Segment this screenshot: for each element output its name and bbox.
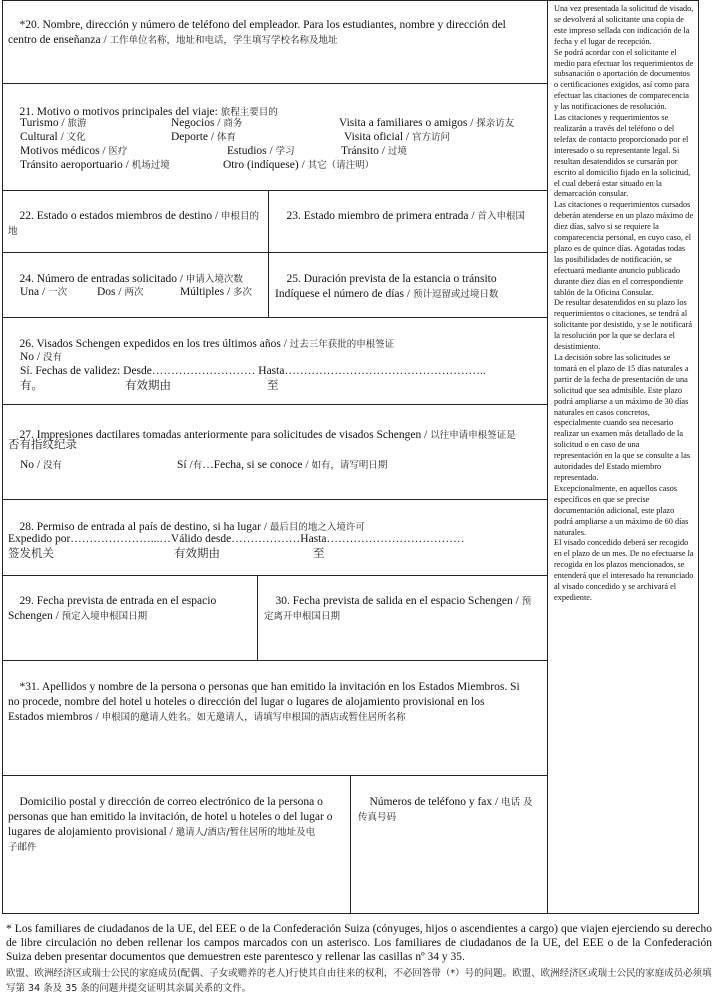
option-27-si-zh: 有 <box>192 460 203 471</box>
f28-zh-hasta: 至 <box>313 546 325 560</box>
option-turismo-zh: 旅游 <box>67 118 87 129</box>
field-27-zh-line2: 否有指纹纪录 <box>8 437 77 451</box>
option-dos[interactable] <box>97 285 144 300</box>
option-negocios-zh: 商务 <box>223 118 243 129</box>
field-26-text: 26. Visados Schengen expedidos en los tres últimos años / <box>19 338 290 350</box>
option-27-fecha-zh: 如有，请写明日期 <box>311 460 388 471</box>
option-turismo[interactable] <box>20 116 87 131</box>
option-26-si-label: Sí. Fechas de validez: Desde……………………… Hasta…………………………………………….. <box>20 365 486 377</box>
field-29-text: 29. Fecha prevista de entrada en el espacio Schengen / <box>8 595 217 622</box>
telefono-label <box>358 780 544 840</box>
field-22-text: 22. Estado o estados miembros de destino / <box>19 210 222 222</box>
option-visita-familiares[interactable] <box>339 116 514 131</box>
sep-28-29 <box>2 575 548 576</box>
field-30-zh2: 定离开申根国日期 <box>264 611 341 622</box>
option-estudios[interactable] <box>227 144 295 159</box>
option-una[interactable] <box>20 285 67 300</box>
field-30-text: 30. Fecha prevista de salida en el espacio Schengen / <box>275 595 522 607</box>
option-turismo-label: Turismo / <box>20 117 68 129</box>
vsep-22-23 <box>268 190 269 317</box>
option-motivos-medicos[interactable] <box>20 144 128 159</box>
field-29-label <box>8 579 255 639</box>
option-cultural-zh: 文化 <box>66 132 86 143</box>
sep-20-21 <box>2 83 548 84</box>
option-dos-label: Dos / <box>97 286 125 298</box>
sep-29-31 <box>2 660 548 661</box>
option-multiples[interactable] <box>180 285 252 300</box>
vsep-29-30 <box>257 575 258 660</box>
vsep-dom-tel <box>350 775 351 914</box>
option-otro-zh: 其它（请注明） <box>307 160 375 171</box>
option-26-no-zh: 没有 <box>43 352 63 363</box>
telefono-text: Números de teléfono y fax / <box>369 796 502 808</box>
domicilio-zh2: 子邮件 <box>8 842 37 853</box>
field-28-expedido: Expedido por…………………...…Válido desde………………Hasta……………………………… <box>8 533 465 545</box>
field-24-zh: 申请入境次数 <box>185 274 243 285</box>
field-20-label <box>8 3 543 63</box>
field-24-text: 24. Número de entradas solicitado / <box>19 273 186 285</box>
option-26-no-label: No / <box>20 351 43 363</box>
option-transito-zh: 过境 <box>387 146 407 157</box>
option-26-si[interactable] <box>20 364 486 378</box>
option-27-no[interactable] <box>20 458 62 473</box>
field-29-zh: 预定入境申根国日期 <box>61 611 148 622</box>
option-27-si-label: Sí / <box>177 459 193 471</box>
option-27-no-label: No / <box>20 459 43 471</box>
domicilio-text: Domicilio postal y dirección de correo electrónico de la persona o personas que han emitido la invitación, de hotel u hoteles o del lugar o lugares de alojamiento provisional / <box>8 796 333 838</box>
option-cultural[interactable] <box>20 130 86 145</box>
option-transito-aeroportuario[interactable] <box>20 158 170 173</box>
field-23-text: 23. Estado miembro de primera entrada / <box>286 210 478 222</box>
field-30-zh: 预 <box>521 596 532 607</box>
option-oficial-label: Visita oficial / <box>344 131 412 143</box>
footer-note-zh: 欧盟、欧洲经济区或瑞士公民的家庭成员(配偶、子女或赡养的老人)行使其自由往来的权利，不必回答带（*）号的问题。欧盟、欧洲经济区或瑞士公民的家庭成员必须填写第 34 条及 35 条的问题并提交证明其亲属关系的文件。 <box>6 968 712 994</box>
option-oficial-zh: 官方访问 <box>411 132 450 143</box>
option-visita-oficial[interactable] <box>344 130 450 145</box>
field-26-label <box>8 322 543 367</box>
sep-21-22 <box>2 190 548 191</box>
field-27-label <box>8 413 543 458</box>
option-negocios[interactable] <box>171 116 242 131</box>
f26-zh-hasta: 至 <box>267 378 279 392</box>
option-estudios-zh: 学习 <box>275 146 295 157</box>
field-21-text: 21. Motivo o motivos principales del viaje: <box>19 106 221 118</box>
f28-zh-expedido: 签发机关 <box>8 546 54 560</box>
field-21-zh: 旅程主要目的 <box>220 107 278 118</box>
option-transito-label: Tránsito / <box>341 145 388 157</box>
f28-zh-valido: 有效期由 <box>174 546 220 560</box>
field-22-zh: 申根目的地 <box>8 211 260 237</box>
option-multiples-zh: 多次 <box>233 287 253 298</box>
field-26-zh: 过去三年获批的申根签证 <box>289 339 395 350</box>
field-31-label <box>8 665 543 740</box>
option-aero-label: Tránsito aeroportuario / <box>20 159 132 171</box>
option-cultural-label: Cultural / <box>20 131 67 143</box>
option-una-zh: 一次 <box>48 287 68 298</box>
domicilio-zh: 邀请人/酒店/暂住居所的地址及电 <box>175 827 316 838</box>
field-25-zh: 预计逗留或过境日数 <box>412 289 499 300</box>
footer-note-es: * Los familiares de ciudadanos de la UE, del EEE o de la Confederación Suiza (cónyuges, hijos o ascendientes a cargo) que viajen ejerciendo su derecho de libre circulación no deben rellenar los campos marcados con un asterisco. Los familiares de ciudadanos de la UE, del EEE o de la Confederación Suiza deben presentar documentos que demuestren este parentesco y rellenar las casillas nº 34 y 35. <box>6 923 715 963</box>
sep-31-dom <box>2 775 548 776</box>
field-25-text2: Indíquese el número de días / <box>275 288 413 300</box>
field-27-text: 27. Impresiones dactilares tomadas anteriormente para solicitudes de visados Schengen / <box>19 429 431 441</box>
option-visita-zh: 探亲访友 <box>476 118 515 129</box>
field-23-label <box>275 194 545 239</box>
option-multiples-label: Múltiples / <box>180 286 234 298</box>
option-deporte-label: Deporte / <box>171 131 217 143</box>
field-22-label <box>8 194 266 254</box>
option-una-label: Una / <box>20 286 49 298</box>
option-aero-zh: 机场过境 <box>131 160 170 171</box>
field-28-zh: 最后目的地之入境许可 <box>269 522 365 533</box>
telefono-zh2: 传真号码 <box>358 812 397 823</box>
option-27-fecha-label: …Fecha, si se conoce / <box>202 459 312 471</box>
f26-zh-desde: 有效期由 <box>125 378 171 392</box>
field-31-zh: 申根国的邀请人姓名。如无邀请人，请填写申根国的酒店或暂住居所名称 <box>101 712 406 723</box>
option-deporte-zh: 体育 <box>216 132 236 143</box>
option-27-si[interactable] <box>177 458 387 473</box>
option-deporte[interactable] <box>171 130 236 145</box>
field-20-zh: 工作单位名称，地址和电话，学生填写学校名称及地址 <box>109 35 338 46</box>
field-30-label <box>264 579 544 639</box>
field-27-zh: 以往申请申根签证是 <box>430 430 516 441</box>
option-dos-zh: 两次 <box>124 287 144 298</box>
option-estudios-label: Estudios / <box>227 145 276 157</box>
f26-zh-si: 有。 <box>20 378 43 392</box>
sidebar-notes: Una vez presentada la solicitud de visado, se devolverá al solicitante una copia de este impreso sellada con indicación de la fecha y el lugar de recepción. Se podrá acordar con el solicitante el medio para efectuar los requerimientos de subsanación o aportación de documentos o certificaciones exigidos, así como para efectuar las citaciones de comparecencia y las notificaciones de resolución. Las citaciones y requerimientos se realizarán a través del teléfono o del telefax de contacto proporcionado por el interesado o su representante legal. Si resultan desatendidos se cursarán por escrito al domicilio fijado en la solicitud, el cual deberá estar situado en la demarcación consular. Las citaciones o requerimientos cursados deberán atenderse en un plazo máximo de diez días, salvo si se requiere la comparecencia personal, en cuyo caso, el plazo es de quince días. Agotadas todas las posibilidades de notificación, se efectuará mediante anuncio publicado durante diez días en el correspondiente tablón de la Oficina Consular. De resultar desatendidos en su plazo los requerimientos o citaciones, se tendrá al solicitante por desistido, y se le notificará la resolución por la que se declara el desistimiento. La decisión sobre las solicitudes se tomará en el plazo de 15 días naturales a partir de la fecha de presentación de una solicitud que sea admisible. Este plazo podrá ampliarse a un máximo de 30 días naturales en casos concretos, especialmente cuando sea necesario realizar un examen más detallado de la solicitud o en caso de una representación en la que se consulte a las autoridades del Estado miembro representado. Excepcionalmente, en aquellos casos específicos en que se precise documentación adicional, este plazo podrá ampliarse a un máximo de 60 días naturales. El visado concedido deberá ser recogido en el plazo de un mes. De no efectuarse la recogida en los plazos mencionados, se entenderá que el interesado ha renunciado al visado concedido y se archivará el expediente. <box>554 4 694 602</box>
field-25-label <box>275 257 545 317</box>
sep-27-28 <box>2 499 548 500</box>
field-23-zh: 首入申根国 <box>477 211 525 222</box>
option-medicos-zh: 医疗 <box>108 146 128 157</box>
option-medicos-label: Motivos médicos / <box>20 145 109 157</box>
option-negocios-label: Negocios / <box>171 117 224 129</box>
option-otro[interactable] <box>223 158 374 173</box>
option-26-no[interactable] <box>20 350 62 365</box>
option-visita-label: Visita a familiares o amigos / <box>339 117 477 129</box>
telefono-zh: 电话 及 <box>501 797 533 808</box>
field-25-text: 25. Duración prevista de la estancia o tránsito <box>286 273 497 285</box>
option-27-no-zh: 没有 <box>43 460 63 471</box>
option-otro-label: Otro (indíquese) / <box>223 159 308 171</box>
field-28-text: 28. Permiso de entrada al país de destino, si ha lugar / <box>19 521 270 533</box>
option-transito[interactable] <box>341 144 407 159</box>
field-20-text: *20. Nombre, dirección y número de teléfono del empleador. Para los estudiantes, nombre y dirección del centro de enseñanza / <box>8 19 506 46</box>
sep-26-27 <box>2 404 548 405</box>
sep-24-26 <box>2 317 548 318</box>
field-31-text: *31. Apellidos y nombre de la persona o personas que han emitido la invitación en los Estados Miembros. Si no procede, nombre del hotel u hoteles o dirección del lugar o lugares de alojamiento provisional en los Estados miembros / <box>8 681 520 723</box>
domicilio-label <box>8 780 348 870</box>
